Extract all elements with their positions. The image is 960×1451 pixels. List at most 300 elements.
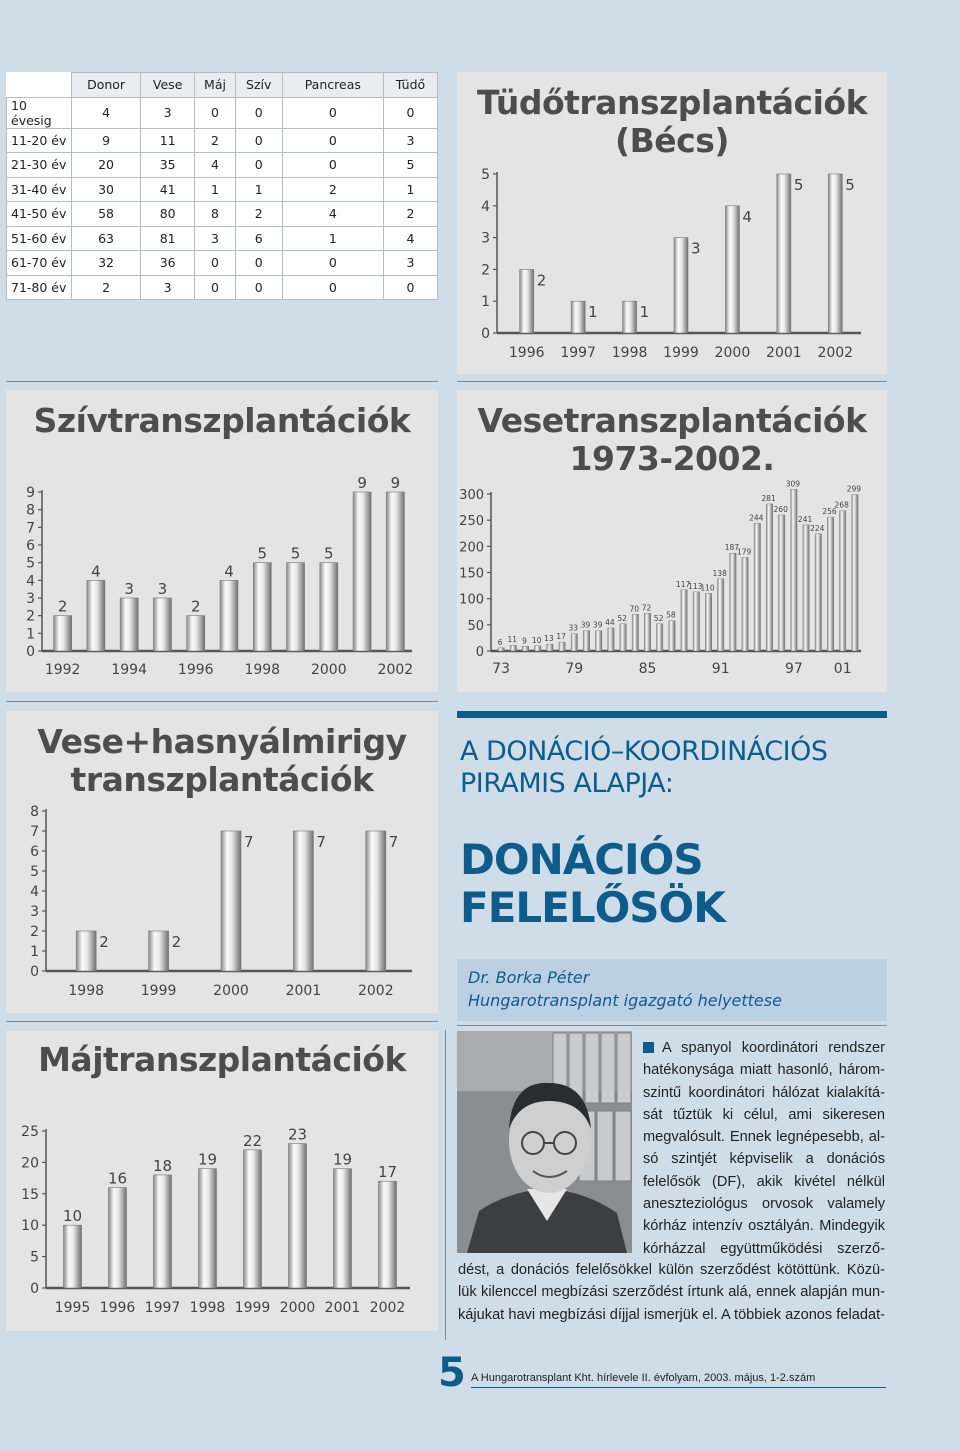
bar: [608, 628, 614, 651]
bar: [718, 579, 724, 651]
y-tick-label: 8: [30, 804, 39, 820]
table-cell: 2: [383, 202, 437, 227]
bar: [154, 1175, 172, 1288]
kidney-pancreas-chart-title: Vese+hasnyálmirigy transzplantációk: [37, 722, 407, 799]
x-tick-label: 73: [492, 661, 511, 677]
bar: [571, 634, 577, 651]
y-tick-label: 100: [459, 592, 484, 608]
body-line: aneszteziológus orvosok valamely: [643, 1196, 885, 1213]
article-body-full: [458, 1259, 885, 1326]
bar: [153, 598, 171, 651]
y-tick-label: 5: [481, 167, 490, 183]
body-line: kórház intenzív osztályán. Mindegyik: [643, 1218, 885, 1235]
table-cell: 20: [72, 153, 141, 178]
data-label: 5: [257, 544, 268, 563]
y-tick-label: 3: [26, 591, 35, 607]
y-tick-label: 4: [26, 573, 35, 590]
data-label: 256: [822, 507, 837, 517]
bar: [510, 645, 516, 651]
section-bar: [457, 711, 887, 718]
data-label: 241: [797, 514, 813, 524]
bar: [54, 616, 72, 651]
table-cell: 36: [141, 251, 195, 276]
x-tick-label: 79: [565, 661, 584, 677]
body-line-text: A spanyol koordinátori rendszer: [662, 1040, 885, 1056]
body-line: lük kilenccel megbízási szerződést írtunk alá, ennek alapján mun-: [458, 1284, 885, 1301]
col-header: Vese: [141, 73, 195, 98]
body-line: megvalósult. Ennek legnépesebb, al-: [643, 1129, 885, 1146]
bar: [221, 831, 241, 971]
author-role: Hungarotransplant igazgató helyettese: [468, 991, 782, 1010]
row-label: 41-50 év: [7, 202, 72, 227]
lung-chart-panel: [457, 72, 887, 374]
data-label: 138: [712, 568, 727, 578]
data-label: 2: [57, 597, 68, 616]
table-row: [7, 97, 438, 128]
x-tick-label: 2002: [357, 983, 394, 999]
body-line: [643, 1037, 885, 1059]
y-tick-label: 1: [30, 944, 39, 960]
data-label: 2: [171, 933, 182, 951]
body-line: hatékonysága miatt hasonló, három-: [643, 1062, 885, 1079]
x-tick-label: 97: [784, 661, 803, 677]
table-cell: 2: [72, 275, 141, 300]
data-label: 110: [700, 583, 715, 593]
vertical-divider: [445, 1030, 446, 1340]
data-label: 268: [834, 500, 849, 510]
kidney-pancreas-chart: [6, 711, 438, 1013]
footer-text: A Hungarotransplant Kht. hírlevele II. évfolyam, 2003. május, 1-2.szám: [471, 1372, 816, 1384]
y-tick-label: 15: [21, 1186, 39, 1203]
table-cell: 2: [282, 177, 383, 202]
table-cell: 3: [141, 97, 195, 128]
x-tick-label: 2000: [279, 1300, 316, 1316]
y-tick-label: 7: [30, 824, 39, 840]
x-tick-label: 1994: [111, 662, 148, 678]
liver-chart-title: Májtranszplantációk: [38, 1040, 406, 1079]
table-cell: 3: [141, 275, 195, 300]
bar: [730, 553, 736, 651]
y-tick-label: 250: [459, 514, 484, 530]
table-cell: 35: [141, 153, 195, 178]
body-line: szintű koordinátori hálózat kialakítá-: [643, 1084, 885, 1101]
table-cell: 4: [72, 97, 141, 128]
table-cell: 9: [72, 128, 141, 153]
article-body-right: [643, 1037, 885, 1260]
data-label: 9: [390, 474, 401, 492]
table-cell: 1: [235, 177, 282, 202]
article-kicker: [460, 736, 890, 800]
y-tick-label: 6: [30, 844, 39, 860]
bar: [669, 621, 675, 651]
table-row: [7, 226, 438, 251]
data-label: 187: [724, 543, 740, 553]
data-label: 39: [592, 620, 603, 630]
x-tick-label: 2000: [310, 662, 347, 678]
data-label: 260: [773, 504, 788, 514]
kidney-pancreas-chart-panel: [6, 711, 438, 1013]
liver-chart-panel: [6, 1031, 438, 1331]
body-line: kórházzal együttműködési szerző-: [643, 1240, 885, 1257]
bar: [754, 523, 760, 651]
author-photo: [457, 1031, 632, 1253]
liver-chart: [6, 1031, 438, 1331]
x-tick-label: 1992: [44, 662, 81, 678]
y-tick-label: 50: [467, 618, 484, 634]
x-tick-label: 1998: [244, 662, 281, 678]
data-label: 4: [742, 207, 752, 226]
data-label: 58: [666, 610, 676, 620]
divider: [457, 381, 887, 382]
table-row: [7, 202, 438, 227]
data-label: 33: [568, 623, 579, 633]
data-label: 23: [287, 1125, 308, 1144]
kidney-chart-title: Vesetranszplantációk 1973-2002.: [477, 401, 867, 478]
table-cell: 0: [235, 251, 282, 276]
data-label: 1: [588, 303, 598, 322]
table-cell: 30: [72, 177, 141, 202]
bar: [498, 648, 504, 651]
x-tick-label: 1996: [99, 1300, 136, 1316]
y-tick-label: 0: [481, 326, 490, 342]
y-tick-label: 3: [30, 904, 39, 920]
data-label: 39: [580, 620, 591, 630]
data-label: 7: [316, 833, 326, 851]
row-label: 71-80 év: [7, 275, 72, 300]
table-cell: 63: [72, 226, 141, 251]
bar: [571, 301, 585, 333]
x-tick-label: 1999: [234, 1300, 271, 1316]
bar: [199, 1169, 217, 1288]
data-label: 11: [507, 635, 518, 645]
data-label: 4: [224, 562, 234, 581]
divider: [6, 381, 438, 382]
table-cell: 3: [383, 128, 437, 153]
row-label: 51-60 év: [7, 226, 72, 251]
kicker-line: A DONÁCIÓ–KOORDINÁCIÓS: [460, 736, 828, 767]
table-row: [7, 128, 438, 153]
col-header: Pancreas: [282, 73, 383, 98]
table-cell: 41: [141, 177, 195, 202]
data-label: 10: [62, 1207, 83, 1226]
x-tick-label: 2001: [285, 983, 322, 999]
bar: [623, 301, 637, 333]
data-label: 18: [152, 1156, 173, 1175]
bar: [791, 489, 797, 651]
y-tick-label: 8: [26, 502, 35, 519]
data-label: 244: [749, 513, 764, 523]
table-cell: 0: [235, 97, 282, 128]
table-cell: 6: [235, 226, 282, 251]
bar: [244, 1150, 262, 1288]
x-tick-label: 1997: [560, 345, 596, 361]
col-header: Máj: [195, 73, 236, 98]
data-label: 10: [531, 635, 542, 645]
bar: [644, 613, 650, 651]
y-tick-label: 0: [30, 964, 39, 980]
bar: [120, 598, 138, 651]
divider: [6, 1021, 438, 1022]
y-tick-label: 0: [30, 1281, 39, 1297]
body-line: kájukat havi megbízási díjjal ismerjük el. A többiek azonos feladat-: [458, 1306, 885, 1323]
portrait-image: [457, 1031, 632, 1253]
y-tick-label: 3: [481, 230, 490, 247]
heart-chart-title: Szívtranszplantációk: [33, 401, 411, 440]
bullet-square-icon: [643, 1042, 654, 1053]
bar: [535, 646, 541, 651]
bar: [109, 1188, 127, 1288]
data-label: 2: [536, 271, 547, 290]
table-cell: 1: [383, 177, 437, 202]
table-cell: 2: [195, 128, 236, 153]
table-cell: 1: [195, 177, 236, 202]
table-cell: 4: [195, 153, 236, 178]
y-tick-label: 5: [30, 1249, 39, 1266]
data-label: 16: [107, 1169, 128, 1188]
table-header-row: [7, 73, 438, 98]
data-label: 3: [124, 580, 134, 598]
y-tick-label: 6: [26, 538, 35, 554]
heart-chart: [6, 390, 438, 692]
table-cell: 3: [195, 226, 236, 251]
y-tick-label: 0: [475, 645, 484, 660]
table-cell: 0: [282, 97, 383, 128]
bar: [766, 504, 772, 651]
table-cell: 0: [195, 275, 236, 300]
table-cell: 1: [282, 226, 383, 251]
table-row: [7, 177, 438, 202]
data-label: 9: [522, 636, 527, 646]
table-cell: 58: [72, 202, 141, 227]
data-label: 3: [691, 239, 701, 258]
data-label: 281: [761, 493, 776, 503]
row-label: 10 évesig: [7, 97, 72, 128]
row-label: 31-40 év: [7, 177, 72, 202]
article-title: [460, 836, 890, 933]
x-tick-label: 1999: [140, 983, 177, 999]
bar: [681, 590, 687, 651]
divider: [457, 1025, 887, 1026]
table-cell: 0: [195, 97, 236, 128]
y-tick-label: 1: [481, 294, 490, 311]
data-label: 70: [629, 604, 640, 614]
y-tick-label: 0: [26, 644, 35, 660]
author-box: [457, 959, 887, 1021]
author-name: Dr. Borka Péter: [468, 968, 590, 987]
bar: [522, 646, 528, 651]
table-cell: 0: [235, 153, 282, 178]
row-label: 11-20 év: [7, 128, 72, 153]
bar: [320, 563, 338, 651]
bar: [840, 511, 846, 651]
table-cell: 0: [282, 275, 383, 300]
y-tick-label: 10: [21, 1218, 39, 1235]
data-label: 224: [810, 523, 825, 533]
table-cell: 0: [383, 275, 437, 300]
x-tick-label: 01: [833, 661, 852, 677]
y-tick-label: 20: [21, 1155, 39, 1172]
bar: [76, 931, 96, 971]
bar: [64, 1225, 82, 1288]
bar: [828, 174, 842, 333]
kidney-chart: [457, 390, 887, 692]
data-label: 9: [357, 474, 367, 492]
bar: [293, 831, 313, 971]
data-label: 1: [639, 303, 650, 322]
donor-age-table: [6, 72, 438, 300]
data-label: 3: [157, 580, 168, 598]
bar: [693, 592, 699, 651]
x-tick-label: 2002: [377, 662, 414, 678]
data-label: 5: [845, 176, 855, 194]
data-label: 7: [388, 833, 399, 851]
body-line: só szintjét képviselik a donációs: [643, 1151, 885, 1168]
table-cell: 8: [195, 202, 236, 227]
y-tick-label: 2: [30, 924, 39, 940]
bar: [547, 644, 553, 651]
data-label: 117: [675, 579, 691, 589]
x-tick-label: 1999: [663, 345, 699, 361]
y-tick-label: 5: [26, 555, 35, 572]
bar: [520, 269, 534, 333]
row-label: 21-30 év: [7, 153, 72, 178]
table-cell: 80: [141, 202, 195, 227]
bar: [220, 580, 238, 651]
x-tick-label: 2000: [714, 345, 751, 361]
data-label: 299: [846, 484, 862, 494]
y-tick-label: 1: [26, 626, 35, 643]
bar: [379, 1181, 397, 1288]
body-line: sát tűztük ki célul, ami sikeresen: [643, 1106, 885, 1123]
table-cell: 3: [383, 251, 437, 276]
table-row: [7, 275, 438, 300]
bar: [287, 563, 305, 651]
data-label: 7: [244, 833, 254, 851]
table-cell: 0: [282, 251, 383, 276]
x-tick-label: 85: [638, 661, 657, 677]
col-header: Szív: [235, 73, 282, 98]
bar: [852, 495, 858, 651]
table-row: [7, 251, 438, 276]
data-label: 2: [190, 597, 201, 616]
data-label: 13: [544, 634, 554, 644]
bar: [289, 1144, 307, 1288]
table-cell: 0: [282, 128, 383, 153]
body-line: felelősök (DF), akik kivétel nélkül: [643, 1173, 885, 1190]
y-tick-label: 2: [26, 608, 35, 625]
data-label: 179: [736, 547, 752, 557]
y-tick-label: 150: [459, 566, 484, 582]
table-cell: 11: [141, 128, 195, 153]
bar: [559, 642, 565, 651]
bar: [827, 517, 833, 651]
bar: [657, 624, 663, 651]
table-cell: 4: [282, 202, 383, 227]
x-tick-label: 1998: [68, 983, 105, 999]
kicker-line: PIRAMIS ALAPJA:: [460, 767, 674, 799]
bar: [187, 616, 205, 651]
x-tick-label: 2001: [766, 345, 802, 361]
table-cell: 81: [141, 226, 195, 251]
bar: [366, 831, 386, 971]
y-tick-label: 200: [459, 540, 484, 556]
y-tick-label: 5: [30, 864, 39, 880]
bar: [777, 174, 791, 333]
bar: [87, 580, 105, 651]
col-header: Donor: [72, 73, 141, 98]
table-row: [7, 153, 438, 178]
x-tick-label: 91: [711, 661, 730, 677]
bar: [253, 563, 271, 651]
bar: [803, 525, 809, 651]
title-line: DONÁCIÓS: [460, 835, 703, 884]
page-number: 5: [438, 1350, 466, 1396]
bar: [596, 631, 602, 651]
bar: [353, 492, 371, 651]
data-label: 309: [785, 479, 801, 489]
x-tick-label: 1998: [189, 1300, 226, 1316]
table-corner: [7, 73, 72, 98]
data-label: 5: [324, 544, 334, 563]
x-tick-label: 1997: [144, 1300, 181, 1316]
x-tick-label: 2001: [324, 1300, 361, 1316]
y-tick-label: 300: [459, 488, 484, 503]
data-label: 72: [641, 603, 652, 613]
data-label: 19: [332, 1150, 353, 1169]
bar: [632, 614, 638, 651]
y-tick-label: 4: [30, 884, 39, 900]
bar: [725, 206, 739, 333]
y-tick-label: 4: [481, 198, 490, 215]
bar: [334, 1169, 352, 1288]
x-tick-label: 2002: [817, 345, 854, 361]
lung-chart-title: Tüdőtranszplantációk (Bécs): [476, 83, 868, 160]
lung-chart: [457, 72, 887, 374]
bar: [742, 557, 748, 651]
body-line: dést, a donációs felelősökkel külön szerződést kötöttünk. Közü-: [458, 1262, 885, 1278]
table-cell: 0: [282, 153, 383, 178]
y-tick-label: 25: [21, 1124, 39, 1140]
data-label: 19: [197, 1150, 218, 1169]
data-label: 5: [793, 176, 804, 194]
data-label: 6: [497, 637, 503, 647]
title-line: FELELŐSÖK: [460, 883, 725, 933]
data-label: 2: [99, 933, 109, 951]
x-tick-label: 2002: [369, 1300, 406, 1316]
data-label: 17: [377, 1163, 398, 1182]
data-label: 4: [91, 562, 101, 581]
table-cell: 0: [235, 128, 282, 153]
table-cell: 0: [195, 251, 236, 276]
y-tick-label: 9: [26, 485, 35, 501]
data-label: 44: [605, 617, 615, 627]
x-tick-label: 1998: [611, 345, 648, 361]
table-cell: 0: [383, 97, 437, 128]
bar: [674, 238, 688, 333]
bar: [386, 492, 404, 651]
footer-rule: [471, 1387, 886, 1388]
bar: [583, 631, 589, 651]
table-cell: 2: [235, 202, 282, 227]
bar: [620, 624, 626, 651]
data-label: 17: [556, 632, 566, 642]
data-label: 52: [653, 613, 664, 623]
kidney-chart-panel: [457, 390, 887, 692]
data-label: 5: [290, 544, 301, 563]
bar: [149, 931, 169, 971]
x-tick-label: 2000: [213, 983, 249, 999]
bar: [779, 515, 785, 651]
